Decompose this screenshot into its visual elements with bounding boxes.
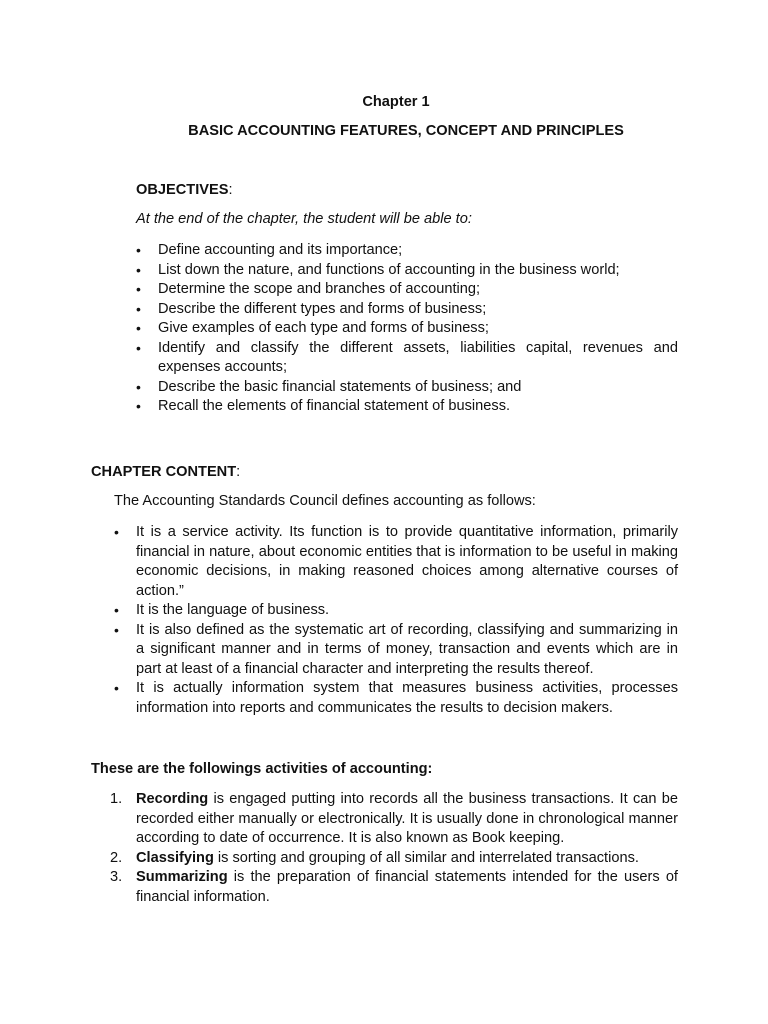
bullet-icon: •: [114, 602, 119, 618]
objective-item: [136, 280, 678, 300]
objectives-heading-text: OBJECTIVES: [136, 182, 229, 198]
definition-item: [114, 621, 678, 680]
activity-number: 1.: [110, 791, 123, 807]
definition-item: [114, 679, 678, 718]
activity-item: [110, 790, 678, 849]
bullet-icon: •: [136, 261, 141, 278]
activity-term: Summarizing: [136, 869, 228, 885]
objective-text: Give examples of each type and forms of business;: [158, 320, 489, 336]
objectives-heading: [136, 181, 233, 201]
activity-text: is engaged putting into records all the business transactions. It can be recorded either manually or electronically. It is usually done in chronological manner according to date of occurrence. It is also known as Book keeping.: [136, 791, 678, 846]
definition-item: [114, 523, 678, 601]
activity-number: 2.: [110, 849, 123, 866]
objective-text: Identify and classify the different assets, liabilities capital, revenues and expenses accounts;: [158, 339, 678, 375]
objective-text: Define accounting and its importance;: [158, 242, 403, 258]
chapter-content-heading: [91, 463, 240, 483]
objective-item: [136, 319, 678, 339]
activity-text: is the preparation of financial statements intended for the users of financial information.: [136, 869, 678, 905]
objective-text: Describe the different types and forms of business;: [158, 300, 487, 317]
objective-item: [136, 300, 678, 320]
activity-item: [110, 849, 678, 869]
definition-text: It is also defined as the systematic art of recording, classifying and summarizing in a significant manner and in terms of money, transaction and events which are in part at least of a financial character and interpreting the results thereof.: [136, 621, 678, 677]
activities-heading: These are the followings activities of accounting:: [91, 761, 433, 777]
chapter-content-heading-text: CHAPTER CONTENT: [91, 464, 237, 480]
objective-text: List down the nature, and functions of accounting in the business world;: [158, 261, 620, 278]
bullet-icon: •: [114, 621, 119, 638]
objective-text: Describe the basic financial statements of business; and: [158, 378, 522, 395]
activity-number: 3.: [110, 869, 123, 885]
definition-text: It is a service activity. Its function is to provide quantitative information, primarily financial in nature, about economic entities that is information to be useful in making economic decisions, in making reasoned choices among alternative courses of action.”: [136, 524, 678, 599]
bullet-icon: •: [136, 281, 141, 297]
chapter-label: Chapter 1: [362, 94, 430, 110]
objectives-list: [136, 241, 678, 417]
chapter-content-intro: The Accounting Standards Council defines accounting as follows:: [114, 493, 536, 509]
objectives-intro: At the end of the chapter, the student will be able to:: [136, 211, 472, 227]
objective-item: [136, 261, 678, 281]
bullet-icon: •: [136, 398, 141, 414]
objective-item: [136, 339, 678, 378]
bullet-icon: •: [136, 242, 141, 258]
objective-text: Recall the elements of financial statement of business.: [158, 398, 511, 414]
activity-text: is sorting and grouping of all similar and interrelated transactions.: [213, 849, 639, 866]
objectives-heading-colon: :: [228, 182, 233, 198]
chapter-content-heading-colon: :: [236, 464, 241, 480]
activities-list: [110, 790, 678, 907]
bullet-icon: •: [136, 339, 141, 356]
activity-term: Classifying: [136, 849, 214, 866]
chapter-title: BASIC ACCOUNTING FEATURES, CONCEPT AND PRINCIPLES: [188, 123, 624, 139]
bullet-icon: •: [136, 320, 141, 336]
bullet-icon: •: [114, 524, 119, 540]
definition-item: [114, 601, 678, 621]
definition-text: It is actually information system that measures business activities, processes information into reports and communicates the results to decision makers.: [136, 680, 678, 716]
objective-item: [136, 378, 678, 398]
activity-term: Recording: [136, 791, 209, 807]
bullet-icon: •: [114, 680, 119, 696]
objective-text: Determine the scope and branches of accounting;: [158, 281, 481, 297]
definition-text: It is the language of business.: [136, 602, 330, 618]
bullet-icon: •: [136, 378, 141, 395]
definitions-list: [114, 523, 678, 718]
objective-item: [136, 397, 678, 417]
objective-item: [136, 241, 678, 261]
bullet-icon: •: [136, 300, 141, 317]
activity-item: [110, 868, 678, 907]
